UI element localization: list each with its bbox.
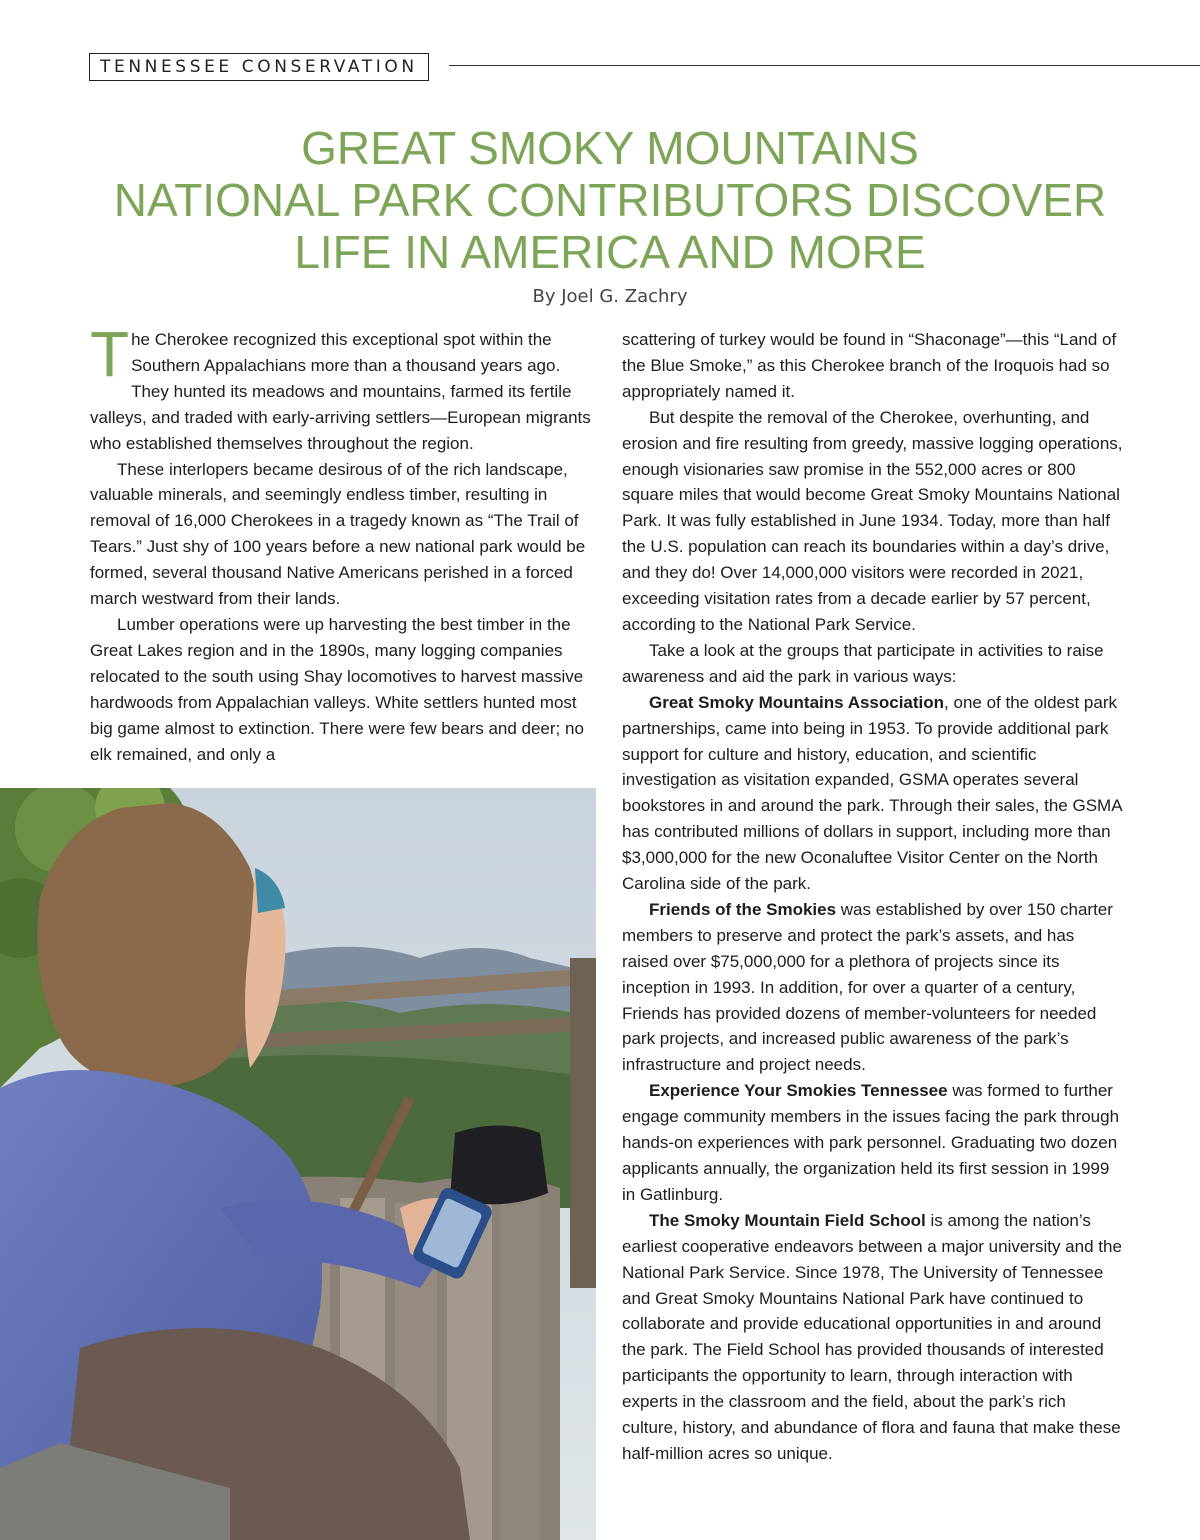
header-rule (449, 65, 1200, 66)
drop-cap: T (90, 318, 130, 390)
group-friends-text: was established by over 150 charter members to preserve and protect the park’s assets, and has raised over $75,000,000 for a plethora of projects since its inception in 1993. In addition, for over a quarter of a century, Friends has provided dozens of member-volunteers for needed park projects, and increased public awareness of the park’s infrastructure and project needs. (622, 899, 1113, 1075)
group-friends (622, 897, 1125, 1078)
group-experience-text: was formed to further engage community members in the issues facing the park through hands-on experiences with park personnel. Graduating two dozen applicants annually, the organization held its first session in 1999 in Gatlinburg. (622, 1081, 1120, 1204)
group-field-school-text: is among the nation’s earliest cooperative endeavors between a major university and the National Park Service. Since 1978, The University of Tennessee and Great Smoky Mountains National Park have continued to collaborate and provide educational opportunities in and around the park. The Field School has provided thousands of interested participants the opportunity to learn, through interaction with experts in the classroom and the field, about the park’s rich culture, history, and abundance of flora and fauna that make these half-million acres so unique. (622, 1210, 1122, 1463)
section-label: TENNESSEE CONSERVATION (89, 53, 429, 81)
paragraph-1 (90, 318, 595, 457)
group-friends-name: Friends of the Smokies (649, 899, 837, 919)
group-experience (622, 1078, 1125, 1208)
hiker-photo (0, 788, 596, 1540)
group-gsma (622, 690, 1125, 897)
paragraph-2: These interlopers became desirous of of the rich landscape, valuable minerals, and seemingly endless timber, resulting in removal of 16,000 Cherokees in a tragedy known as “The Trail of Tears.” Just shy of 100 years before a new national park would be formed, several thousand Native Americans perished in a forced march westward from their lands. (90, 459, 586, 609)
group-experience-name: Experience Your Smokies Tennessee (649, 1081, 948, 1101)
hiker-photo-illustration (0, 788, 596, 1540)
article-column-left (90, 318, 595, 767)
group-gsma-name: Great Smoky Mountains Association (649, 692, 945, 712)
paragraph-1-text: he Cherokee recognized this exceptional spot within the Southern Appalachians more than a thousand years ago. They hunted its meadows and mountains, farmed its fertile valleys, and traded with early-arriving settlers—European migrants who established themselves throughout the region. (90, 330, 591, 453)
group-field-school (622, 1208, 1125, 1467)
paragraph-4: But despite the removal of the Cherokee, overhunting, and erosion and fire resulting from greedy, massive logging operations, enough visionaries saw promise in the 552,000 acres or 800 square miles that would become Great Smoky Mountains National Park. It was fully established in June 1934. Today, more than half the U.S. population can reach its boundaries within a day’s drive, and they do! Over 14,000,000 visitors were recorded in 2021, exceeding visitation rates from a decade earlier by 57 percent, according to the National Park Service. (622, 407, 1123, 634)
article-headline (40, 122, 1180, 278)
paragraph-5: Take a look at the groups that participate in activities to raise awareness and aid the park in various ways: (622, 640, 1104, 686)
group-gsma-text: , one of the oldest park partnerships, came into being in 1953. To provide additional park support for culture and history, education, and scientific investigation as visitation expanded, GSMA operates several bookstores in and around the park. Through their sales, the GSMA has contributed millions of dollars in support, including more than $3,000,000 for the new Oconaluftee Visitor Center on the North Carolina side of the park. (622, 692, 1122, 894)
headline-line-2: NATIONAL PARK CONTRIBUTORS DISCOVER (113, 174, 1107, 226)
group-field-school-name: The Smoky Mountain Field School (649, 1210, 926, 1230)
paragraph-3-continued: scattering of turkey would be found in “Shaconage”—this “Land of the Blue Smoke,” as this Cherokee branch of the Iroquois had so appropriately named it. (622, 330, 1117, 401)
headline-line-1: GREAT SMOKY MOUNTAINS (301, 122, 919, 174)
article-column-right (622, 327, 1125, 1467)
paragraph-3: Lumber operations were up harvesting the best timber in the Great Lakes region and in the 1890s, many logging companies relocated to the south using Shay locomotives to harvest massive hardwoods from Appalachian valleys. White settlers hunted most big game almost to extinction. There were few bears and deer; no elk remained, and only a (90, 614, 584, 764)
headline-line-3: LIFE IN AMERICA AND MORE (294, 226, 926, 278)
byline: By Joel G. Zachry (532, 286, 688, 307)
